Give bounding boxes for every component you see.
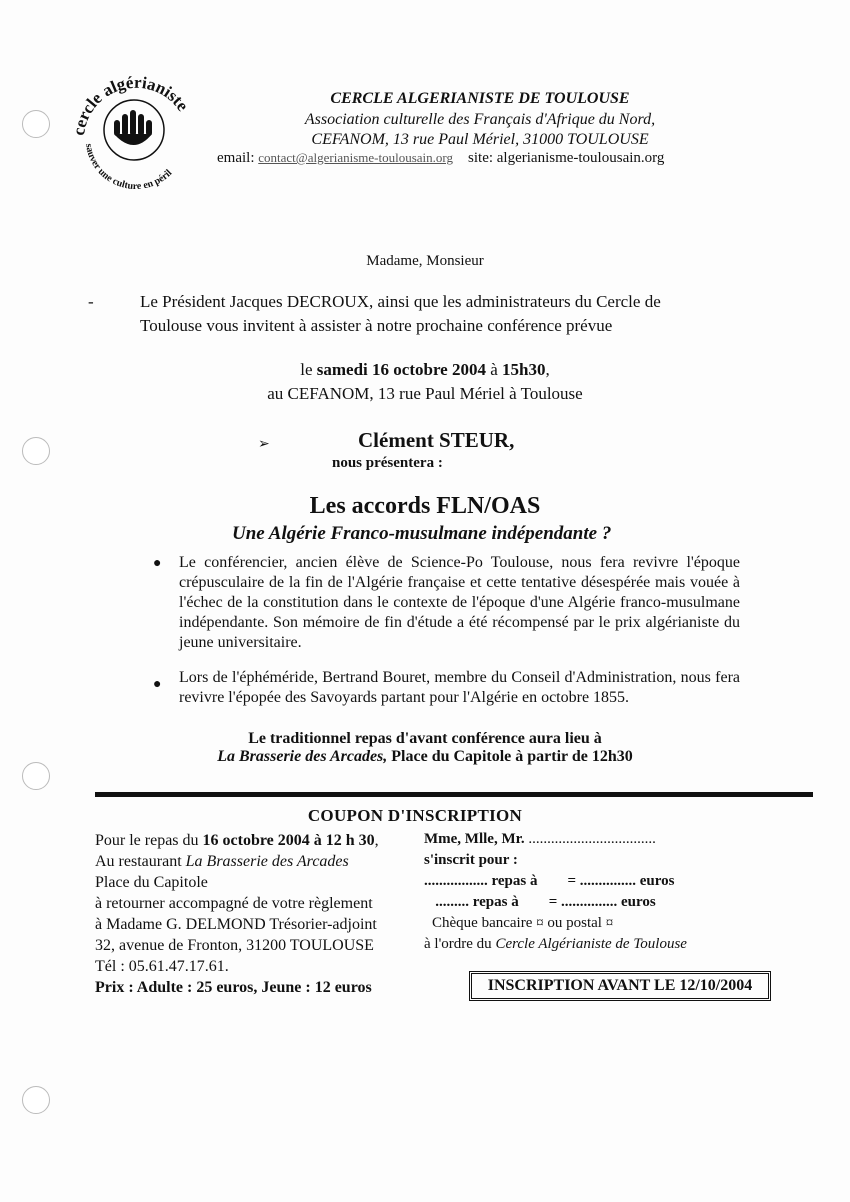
coupon-meal-info	[95, 830, 379, 998]
form-registers-label: s'inscrit pour :	[424, 852, 518, 868]
coupon-line-return: à retourner accompagné de votre règlement	[95, 895, 373, 912]
site-label: site:	[468, 150, 494, 166]
date-suffix: ,	[545, 360, 550, 379]
form-meal-line-2[interactable]: ......... repas à = ............... euros	[424, 894, 656, 910]
binder-hole	[22, 762, 50, 790]
ephemeris-description: Lors de l'éphéméride, Bertrand Bouret, membre du Conseil d'Administration, nous fera revivre l'épopée des Savoyards partant pour l'Algérie en octobre 1855.	[179, 669, 740, 706]
coupon-line-date: Pour le repas du 16 octobre 2004 à 12 h 30,	[95, 832, 379, 849]
registration-deadline: INSCRIPTION AVANT LE 12/10/2004	[469, 971, 771, 1001]
conference-description: Le conférencier, ancien élève de Science-Po Toulouse, nous fera revivre l'époque crépusculaire de la fin de l'Algérie française et cette tentative désespérée mais vouée à l'échec de la constitution dans le contexte de l'époque d'une Algérie franco-musulmane indépendante. Son mémoire de fin d'étude a été récompensé par le prix algérianiste du jeune universitaire.	[179, 554, 740, 651]
email-link[interactable]: contact@algerianisme-toulousain.org	[258, 150, 454, 165]
organization-address: CEFANOM, 13 rue Paul Mériel, 31000 TOULOUSE	[311, 131, 649, 148]
event-date	[0, 360, 850, 380]
form-payable-to: à l'ordre du Cercle Algérianiste de Toulouse	[424, 936, 687, 952]
binder-hole	[22, 437, 50, 465]
date-time: 15h30	[502, 360, 546, 379]
meal-details: Place du Capitole à partir de 12h30	[387, 748, 633, 765]
coupon-price: Prix : Adulte : 25 euros, Jeune : 12 euros	[95, 979, 372, 996]
speaker-name: Clément STEUR,	[358, 428, 515, 452]
form-payment-choice[interactable]: Chèque bancaire ¤ ou postal ¤	[432, 915, 614, 931]
bullet-icon: ●	[153, 677, 162, 692]
date-day: samedi 16 octobre 2004	[316, 360, 486, 379]
coupon-line-place: Place du Capitole	[95, 874, 208, 891]
coupon-line-address: 32, avenue de Fronton, 31200 TOULOUSE	[95, 937, 374, 954]
binder-hole	[22, 1086, 50, 1114]
date-prefix: le	[300, 360, 317, 379]
arrow-icon: ➢	[258, 437, 270, 452]
coupon-line-restaurant: Au restaurant La Brasserie des Arcades	[95, 853, 349, 870]
form-name-field[interactable]: Mme, Mlle, Mr. ..................................	[424, 831, 656, 847]
hand-icon	[114, 110, 152, 145]
salutation: Madame, Monsieur	[366, 253, 484, 269]
organization-title: CERCLE ALGERIANISTE DE TOULOUSE	[330, 90, 630, 107]
email-label: email:	[217, 150, 255, 166]
intro-paragraph	[88, 290, 724, 338]
coupon-form	[424, 829, 687, 955]
logo-bottom-text: sauver une culture en péril	[82, 142, 175, 193]
meal-location	[0, 748, 850, 766]
meal-restaurant: La Brasserie des Arcades,	[217, 748, 388, 765]
cercle-algerianiste-logo	[66, 58, 202, 194]
svg-text:sauver une culture en péril	[83, 143, 175, 192]
coupon-line-phone: Tél : 05.61.47.17.61.	[95, 958, 229, 975]
meal-announcement: Le traditionnel repas d'avant conférence aura lieu à	[248, 730, 602, 747]
organization-description: Association culturelle des Français d'Afrique du Nord,	[304, 111, 656, 128]
coupon-line-treasurer: à Madame G. DELMOND Trésorier-adjoint	[95, 916, 377, 933]
bullet-icon: ●	[153, 556, 162, 571]
form-meal-line-1[interactable]: ................. repas à = ............... euros	[424, 873, 675, 889]
presents-text: nous présentera :	[332, 455, 443, 471]
event-location: au CEFANOM, 13 rue Paul Mériel à Toulouse	[267, 384, 583, 403]
intro-text: Le Président Jacques DECROUX, ainsi que les administrateurs du Cercle de Toulouse vous invitent à assister à notre prochaine conférence prévue	[140, 292, 661, 335]
logo-top-text: cercle algérianiste	[69, 72, 193, 137]
conference-title: Les accords FLN/OAS	[309, 493, 541, 519]
coupon-divider	[95, 792, 813, 797]
dash-marker: -	[88, 292, 94, 311]
conference-subtitle: Une Algérie Franco-musulmane indépendante ?	[232, 523, 612, 544]
binder-hole	[22, 110, 50, 138]
site-link[interactable]: algerianisme-toulousain.org	[496, 150, 665, 166]
coupon-title: COUPON D'INSCRIPTION	[307, 806, 523, 825]
date-mid: à	[485, 360, 503, 379]
contact-line	[217, 150, 664, 167]
